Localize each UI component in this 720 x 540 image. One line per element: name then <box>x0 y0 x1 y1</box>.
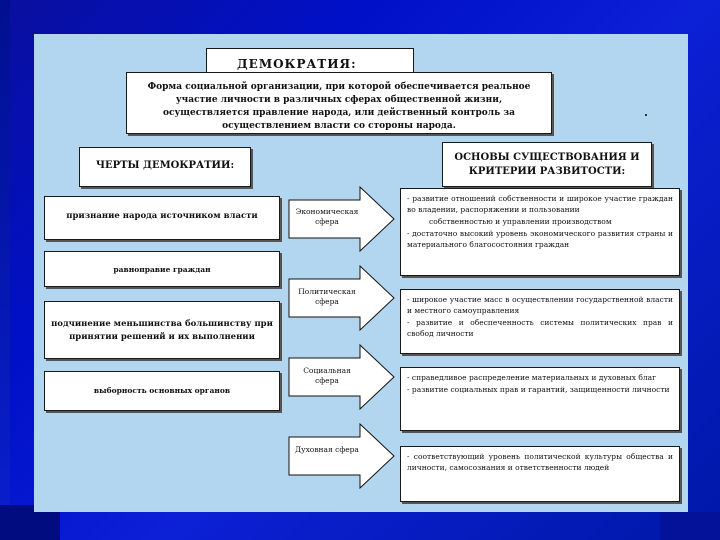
criteria-box-social <box>400 367 680 431</box>
sphere-label-political: Политическая сфера <box>298 287 356 306</box>
criteria-line: собственностью и управлении производством <box>429 217 612 226</box>
arrow-spiritual <box>288 423 396 489</box>
stray-mark <box>645 114 647 116</box>
sphere-label-spiritual: Духовная сфера <box>295 445 359 454</box>
slide-bottom-bar <box>660 512 720 540</box>
criteria-line: - широкое участие масс в осуществлении государственной власти и местного самоуправления <box>407 295 673 315</box>
diagram-title: ДЕМОКРАТИЯ: <box>206 48 414 80</box>
criteria-line: - справедливое распределение материальных и духовных благ <box>407 373 657 382</box>
bases-heading: ОСНОВЫ СУЩЕСТВОВАНИЯ И КРИТЕРИИ РАЗВИТОСТИ: <box>442 142 652 187</box>
sphere-label-social: Социальная сфера <box>303 366 351 385</box>
criteria-line: - достаточно высокий уровень экономического развития страны и материального благосостояния граждан <box>407 229 673 249</box>
slide-edge-decoration <box>0 0 10 540</box>
criteria-line: - соответствующий уровень политической культуры общества и личности, самосознания и ответственности людей <box>407 452 673 472</box>
criteria-line: - развитие и обеспеченность системы политических прав и свобод личности <box>407 318 673 338</box>
feature-box-equality: равноправие граждан <box>44 251 280 287</box>
criteria-box-economic <box>400 188 680 276</box>
criteria-box-spiritual <box>400 446 680 502</box>
criteria-line: - развитие социальных прав и гарантий, защищенности личности <box>407 385 670 394</box>
definition-box: Форма социальной организации, при которой обеспечивается реальное участие личности в различных сферах общественной жизни, осуществляется правление народа, или действенный контроль за осуществлением власти со стороны народа. <box>126 72 552 134</box>
feature-box-elections: выборность основных органов <box>44 371 280 411</box>
criteria-box-political <box>400 289 680 354</box>
sphere-label-economic: Экономическая сфера <box>295 207 359 226</box>
criteria-line: - развитие отношений собственности и широкое участие граждан во владении, распоряжении и пользовании <box>407 194 673 214</box>
features-heading: ЧЕРТЫ ДЕМОКРАТИИ: <box>79 147 251 187</box>
feature-box-people-power: признание народа источником власти <box>44 196 280 240</box>
feature-box-majority-rule: подчинение меньшинства большинству при принятии решений и их выполнении <box>44 301 280 359</box>
